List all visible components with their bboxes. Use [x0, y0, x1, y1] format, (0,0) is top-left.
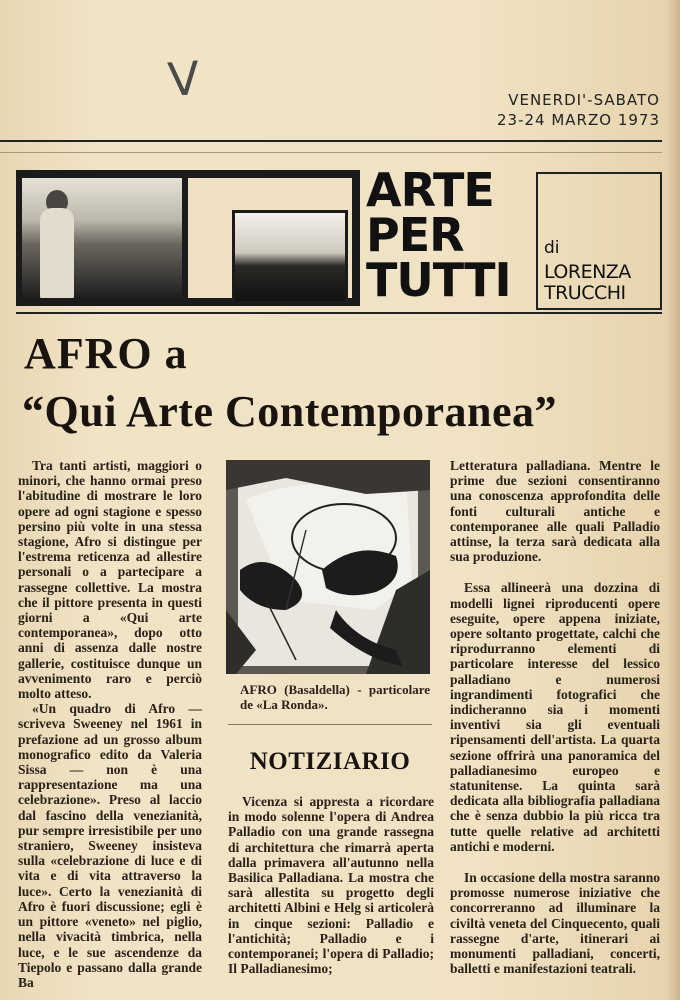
byline-box [536, 172, 662, 310]
article-paragraph: Tra tanti artisti, maggiori o minori, che hanno ormai preso l'abitudine di mostrare le loro opere ad ogni stagione e spesso persino più volte in una stessa stagione, Afro si distingue per l'estrema reticenza ad allestire personali o a partecipare a rassegne collettive. La mostra che il pittore presenta in questi giorni a «Qui arte contemporanea», dopo otto anni di assenza dalle nostre gallerie, costituisce dunque un avvenimento raro e perciò molto atteso. [18, 458, 202, 702]
handwritten-check-mark: V [166, 50, 202, 108]
article-column-1 [18, 458, 202, 990]
headline-line2: “Qui Arte Contemporanea” [22, 387, 558, 436]
notiziario-column-2 [228, 794, 434, 976]
header-rule [0, 140, 662, 142]
notiziario-paragraph: Essa allineerà una dozzina di modelli lignei riproducenti opere eseguite, opere appena iniziate, opere soltanto progettate, calchi che riprodurranno elementi di particolare interesse del lessico palladiano e numerosi ingrandimenti fotografici che indicheranno sia i momenti inventivi sia gli eventuali ripensamenti dell'artista. La quarta sezione offrirà una panoramica del palladianesimo europeo e statunitense. La quinta sarà dedicata alla bibliografia palladiana che è senza dubbio la più ricca tra tutte quelle relative ad architetti antichi e moderni. [450, 580, 660, 854]
banner-rule [16, 312, 662, 314]
notiziario-paragraph: Letteratura palladiana. Mentre le prime due sezioni consentiranno una conoscenza approfondita delle fonti culturali antiche e contemporanee alle quali Palladio attinse, la terza sarà dedicata alla sua produzione. [450, 458, 660, 565]
section-rule [228, 724, 432, 725]
artwork-abstract-image [226, 460, 430, 674]
column-title-line2: PER [366, 208, 464, 262]
banner-photo-artist [22, 178, 182, 298]
notiziario-paragraph: In occasione della mostra saranno promosse numerose iniziative che concorreranno ad illuminare la civiltà veneta del Cinquecento, quali rassegne d'arte, itinerari ai monumenti palladiani, concerti, balletti e manifestazioni teatrali. [450, 870, 660, 977]
artwork-photo [226, 460, 430, 674]
headline-line1: AFRO a [24, 329, 188, 378]
byline-author-first: LORENZA [544, 261, 631, 283]
header-rule-thin [0, 152, 662, 153]
byline-author-last: TRUCCHI [544, 282, 626, 304]
byline-author [544, 262, 660, 304]
column-title-line3: TUTTI [366, 253, 511, 307]
dateline-date: 23-24 MARZO 1973 [496, 111, 660, 129]
column-title [366, 163, 534, 307]
dateline-days: VENERDI'-SABATO [508, 91, 660, 109]
notiziario-column-3 [450, 458, 660, 977]
notiziario-paragraph: Vicenza si appresta a ricordare in modo solenne l'opera di Andrea Palladio con una grande rassegna di architettura che rimarrà aperta dalla primavera all'autunno nella Basilica Palladiana. La mostra che sarà allestita su progetto degli architetti Albini e Helg si articolerà in cinque sezioni: Palladio e l'antichità; Palladio e i contemporanei; l'opera di Palladio; Il Palladianesimo; [228, 794, 434, 977]
photo-caption: AFRO (Basaldella) - particolare de «La Ronda». [240, 682, 430, 712]
byline-di: di [544, 238, 560, 258]
banner-photo-landscape [232, 210, 348, 304]
column-banner [16, 170, 360, 306]
photo-figure-body [40, 208, 74, 298]
page-edge-shadow [666, 0, 680, 1000]
section-heading: NOTIZIARIO [249, 748, 411, 775]
dateline [497, 90, 660, 130]
article-paragraph: «Un quadro di Afro — scriveva Sweeney nel 1961 in prefazione ad un grosso album monografico edito da Valeria Sissa — non è una rappresentazione ma una celebrazione». Preso al laccio dal fascino della venezianità, pur sempre irresistibile per uno straniero, Sweeney insisteva sulla «celebrazione di luce e di vita e di vita attraverso la luce». Certo la venezianità di Afro è fuori discussione; egli è un pittore «veneto» nel piglio, nella vivacità timbrica, nella luce, e le sue ascendenze da Tiepolo e passano dalla grande Ba [18, 701, 202, 990]
column-title-line1: ARTE [366, 163, 494, 217]
